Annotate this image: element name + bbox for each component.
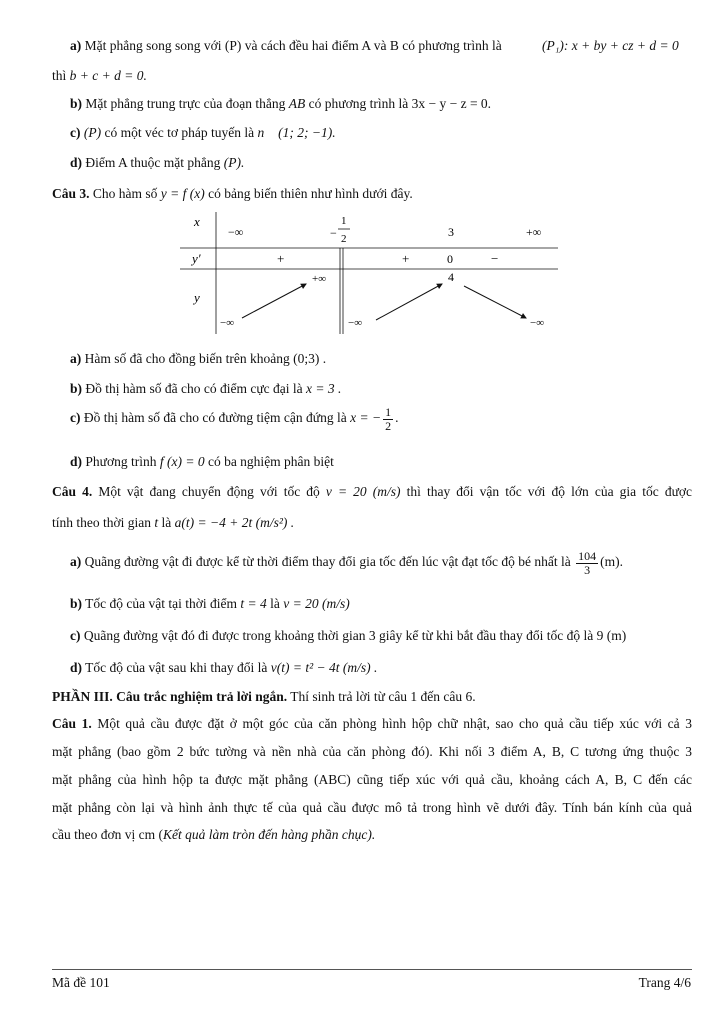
row-label-yprime: y′ [192, 251, 201, 266]
fraction [576, 550, 598, 576]
text: cầu theo đơn vị cm ( [52, 827, 163, 842]
q4-stem-line2 [52, 515, 294, 531]
q4-option-c [70, 628, 626, 644]
page-number: Trang 4/6 [638, 975, 691, 990]
x-value-denominator: 2 [341, 233, 347, 245]
question-text: Một vật đang chuyển động với tốc độ [98, 484, 320, 499]
q4-option-d [70, 660, 377, 676]
y-value: −∞ [348, 317, 363, 329]
distance-value: 9 (m) [596, 628, 627, 643]
option-label: d) [70, 454, 83, 469]
velocity-eq: v(t) = t² − 4t (m/s) . [270, 660, 378, 675]
denominator: 3 [584, 562, 591, 577]
option-text-2: có phương trình là [308, 96, 409, 111]
q2-option-a [70, 38, 502, 54]
q3-option-c [70, 406, 398, 432]
question-label: Câu 1. [52, 716, 92, 731]
option-label: a) [70, 38, 82, 53]
part3-q1-line4: mặt phẳng còn lại và hình ảnh thực tế của quả cầu được mô tả trong hình vẽ dưới đây. Tính bán kính của quả [52, 800, 692, 815]
option-label: b) [70, 596, 83, 611]
plane-p: (P) [83, 125, 102, 140]
question-text: Một quả cầu được đặt ở một góc của căn phòng hình hộp chữ nhật, sao cho quả cầu tiếp xúc với cả 3 [97, 716, 692, 731]
value: x = 3 . [306, 381, 342, 396]
numerator: 1 [385, 405, 392, 419]
footer-divider [52, 969, 692, 970]
part3-heading [52, 689, 476, 705]
section-title: PHẦN III. Câu trắc nghiệm trả lời ngắn. [52, 689, 288, 704]
part3-q1-line2: mặt phẳng (bao gồm 2 bức tường và nền nhà của căn phòng đó). Khi nối 3 điểm A, B, C tương ứng thuộc 3 [52, 744, 692, 759]
equation: f (x) = 0 [159, 454, 205, 469]
question-label: Câu 4. [52, 484, 93, 499]
decrease-arrow [464, 286, 526, 318]
q4-stem [52, 484, 692, 500]
question-text: Cho hàm số [92, 186, 158, 201]
acceleration-eq: a(t) = −4 + 2t (m/s²) . [174, 515, 295, 530]
part3-q1-line5 [52, 827, 375, 843]
word-la: là [161, 515, 172, 530]
option-label: b) [70, 96, 83, 111]
x-value: +∞ [526, 225, 542, 239]
option-text: Quãng đường vật đó đi được trong khoảng thời gian 3 giây kể từ khi bắt đầu thay đổi tốc độ là [83, 628, 594, 643]
question-text-2: có bảng biến thiên như hình dưới đây. [208, 186, 413, 201]
option-label: a) [70, 351, 82, 366]
q4-option-a [70, 550, 623, 576]
x-value-numerator: 1 [341, 215, 347, 227]
option-label: a) [70, 554, 82, 570]
row-label-x: x [194, 214, 200, 229]
y-value: 4 [448, 270, 454, 284]
q2-a-continuation [52, 68, 147, 84]
option-label: c) [70, 125, 81, 140]
yprime-sign: + [402, 251, 410, 266]
option-text: Phương trình [85, 454, 157, 469]
option-text: Tốc độ của vật sau khi thay đổi là [85, 660, 268, 675]
option-label: b) [70, 381, 83, 396]
q3-option-a [70, 351, 326, 367]
option-text: Hàm số đã cho đồng biến trên khoảng [84, 351, 290, 366]
option-label: c) [70, 628, 81, 643]
yprime-sign: + [277, 251, 285, 266]
time-value: t = 4 [240, 596, 267, 611]
x-value: −∞ [228, 225, 244, 239]
part3-q1-line1 [52, 716, 692, 732]
option-text-2: có ba nghiệm phân biệt [207, 454, 334, 469]
y-value: −∞ [530, 317, 545, 329]
function: y = f (x) [160, 186, 205, 201]
option-text: có một véc tơ pháp tuyến là [104, 125, 255, 140]
option-label: d) [70, 660, 83, 675]
period: . [395, 410, 399, 426]
equation: b + c + d = 0. [69, 68, 147, 83]
equation: 3x − y − z = 0. [411, 96, 492, 111]
q2-option-c [70, 125, 336, 141]
initial-velocity: v = 20 (m/s) [325, 484, 401, 499]
q2-option-d [70, 155, 244, 171]
rounding-note: Kết quả làm tròn đến hàng phần chục). [162, 827, 376, 842]
question-text-2: thì thay đổi vận tốc với độ lớn của gia tốc được [406, 484, 693, 499]
option-text: Điểm A thuộc mặt phẳng [85, 155, 221, 170]
option-text: Mặt phẳng trung trực của đoạn thẳng [85, 96, 286, 111]
variation-table [180, 210, 560, 338]
option-text: Tốc độ của vật tại thời điểm [85, 596, 237, 611]
increase-arrow [242, 284, 306, 318]
denominator: 2 [385, 418, 392, 433]
var-t: t [154, 515, 159, 530]
unit: (m). [600, 554, 624, 570]
segment-ab: AB [288, 96, 306, 111]
option-text: Đồ thị hàm số đã cho có điểm cực đại là [85, 381, 303, 396]
plane-p: (P). [223, 155, 245, 170]
option-text: Quãng đường vật đi được kể từ thời điểm thay đổi gia tốc đến lúc vật đạt tốc độ bé nhất là [84, 554, 571, 570]
yprime-sign: − [491, 251, 499, 266]
y-value: −∞ [220, 317, 235, 329]
normal-vector: n⃗ (1; 2; −1). [257, 125, 336, 140]
q2-option-b [70, 96, 491, 112]
row-label-y: y [194, 290, 200, 305]
x-value: 3 [448, 225, 454, 239]
word-la: là [270, 596, 280, 611]
y-value: +∞ [312, 273, 327, 285]
option-label: c) [70, 410, 81, 426]
question-label: Câu 3. [52, 186, 90, 201]
text: tính theo thời gian [52, 515, 152, 530]
q3-stem [52, 186, 413, 202]
part3-q1-line3: mặt phẳng của hình hộp ta được mặt phẳng (ABC) cũng tiếp xúc với quả cầu, khoảng cách A, B, C đến các [52, 772, 692, 787]
numerator: 104 [578, 549, 597, 563]
yprime-zero: 0 [447, 252, 453, 266]
fraction [383, 406, 393, 432]
speed-value: v = 20 (m/s) [283, 596, 350, 611]
exam-code: Mã đề 101 [52, 975, 110, 990]
q2-a-equation: (P₁): x + by + cz + d = 0 [542, 38, 679, 53]
option-text: Đồ thị hàm số đã cho có đường tiệm cận đứng là [83, 410, 347, 426]
q3-option-b [70, 381, 341, 397]
option-label: d) [70, 155, 83, 170]
asymptote-eq: x = − [350, 410, 382, 426]
option-text: Mặt phẳng song song với (P) và cách đều hai điểm A và B có phương trình là [84, 38, 502, 53]
word-thi: thì [52, 68, 67, 83]
q3-option-d [70, 454, 334, 470]
increase-arrow [376, 284, 442, 320]
interval: (0;3) . [293, 351, 327, 366]
section-intro: Thí sinh trả lời từ câu 1 đến câu 6. [290, 689, 476, 704]
x-value-sign: − [330, 226, 337, 240]
q4-option-b [70, 596, 350, 612]
